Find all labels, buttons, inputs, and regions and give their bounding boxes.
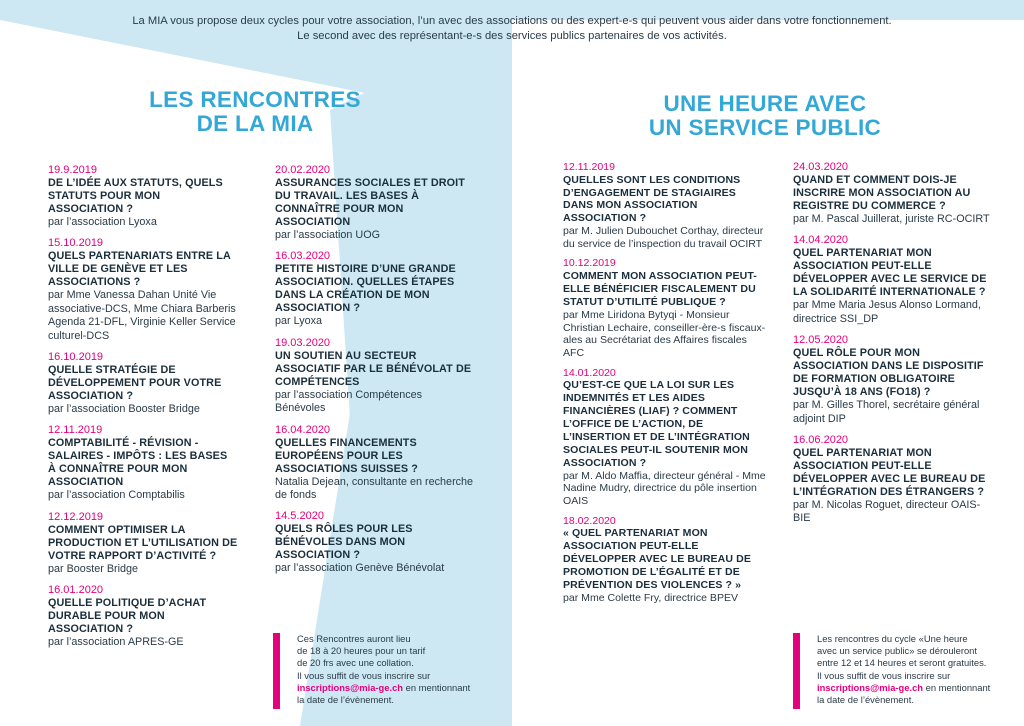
event-item [563,367,768,508]
event-presenter: par l’association UOG [275,229,381,241]
event-item [793,434,993,526]
event-presenter: par M. Gilles Thorel, secrétaire général adjoint DIP [793,399,980,425]
note-line: en mentionnant [923,681,991,693]
service-column-2 [793,161,993,534]
title-rencontres-line2: DE LA MIA [196,111,314,136]
email-link[interactable]: inscriptions@mia-ge.ch [297,681,404,693]
event-title: « QUEL PARTENARIAT MON ASSOCIATION PEUT-ELLE DÉVELOPPER AVEC LE BUREAU DE PROMOTION DE L’ÉGALITÉ ET DE PRÉVENTION DES VIOLENCES ? » [563,527,751,591]
event-title: DE L’IDÉE AUX STATUTS, QUELS STATUTS POUR MON ASSOCIATION ? [48,177,223,215]
note-line: en mentionnant [403,681,471,693]
event-presenter: par Mme Colette Fry, directrice BPEV [563,591,739,604]
event-date: 19.9.2019 [48,164,97,176]
event-item [793,161,993,226]
event-presenter: par l’association Booster Bridge [48,403,200,416]
event-title: QUELLE POLITIQUE D’ACHAT DURABLE POUR MON ASSOCIATION ? [48,597,207,636]
event-item [48,584,238,649]
event-presenter: par M. Pascal Juillerat, juriste RC-OCIRT [793,213,990,225]
event-date: 16.10.2019 [48,351,104,364]
event-item [48,237,238,343]
note-line: de 18 à 20 heures pour un tarif [297,645,426,657]
event-item [563,161,768,251]
event-title: QUELLES SONT LES CONDITIONS D’ENGAGEMENT DE STAGIAIRES DANS MON ASSOCIATION ASSOCIATION ? [563,173,741,225]
intro-line-2: Le second avec des représentant-e-s des services publics partenaires de vos activités. [297,30,727,42]
event-item [275,424,475,503]
title-rencontres-line1: LES RENCONTRES [149,87,361,112]
event-title: QUELS PARTENARIATS ENTRE LA VILLE DE GENÈVE ET LES ASSOCIATIONS ? [48,250,231,289]
event-item [793,234,993,326]
event-date: 16.03.2020 [275,250,331,263]
event-date: 20.02.2020 [275,164,331,176]
event-title: COMMENT MON ASSOCIATION PEUT-ELLE BÉNÉFICIER FISCALEMENT DU STATUT D’UTILITÉ PUBLIQUE ? [563,270,757,308]
rencontres-column-2 [275,164,475,584]
event-title: QUEL PARTENARIAT MON ASSOCIATION PEUT-ELLE DÉVELOPPER AVEC LE SERVICE DE LA SOLIDARITÉ INTERNATIONALE ? [793,247,987,299]
note-line: de 20 frs avec une collation. [297,657,414,669]
note-line: la date de l’évènement. [297,694,394,706]
title-service-line1: UNE HEURE AVEC [663,91,867,116]
event-date: 18.02.2020 [563,514,616,527]
event-presenter: par l’association Lyoxa [48,216,157,228]
event-presenter: par M. Nicolas Roguet, directeur OAIS-BIE [793,499,981,525]
event-item [275,164,475,242]
event-title: QUEL RÔLE POUR MON ASSOCIATION DANS LE DISPOSITIF DE FORMATION OBLIGATOIRE JUSQU’À 18 ANS (FO18) ? [793,347,984,399]
event-date: 14.01.2020 [563,366,616,379]
event-title: QU’EST-CE QUE LA LOI SUR LES INDEMNITÉS ET LES AIDES FINANCIÈRES (LIAF) ? COMMENT L’OFFICE DE L’ACTION, DE L’INSERTION ET DE L’INTÉGRATION SOCIALES PEUT-IL SOUTENIR MON ASSOCIATION ? [563,379,750,469]
event-presenter: par l’association Comptabilis [48,489,185,502]
event-title: QUEL PARTENARIAT MON ASSOCIATION PEUT-ELLE DÉVELOPPER AVEC LE BUREAU DE L’INTÉGRATION DES ÉTRANGERS ? [793,447,986,499]
event-presenter: par Mme Liridona Bytyqi - Monsieur Christian Lechaire, conseiller-ère-s fiscaux-ales au Secrétariat des Affaires fiscales AFC [563,308,766,360]
event-title: ASSURANCES SOCIALES ET DROIT DU TRAVAIL. LES BASES À CONNAÎTRE POUR MON ASSOCIATION [275,177,465,228]
intro-line-1: La MIA vous propose deux cycles pour votre association, l’un avec des associations ou des expert-e-s qui peuvent vous aider dans votre fonctionnement. [132,15,892,27]
event-item [563,515,768,605]
note-line: Les rencontres du cycle «Une heure [817,633,968,644]
event-presenter: par l’association Genève Bénévolat [275,562,445,575]
event-presenter: Natalia Dejean, consultante en recherche de fonds [275,475,474,502]
note-line: la date de l’évènement. [817,694,914,706]
event-date: 16.01.2020 [48,584,104,597]
event-title: COMMENT OPTIMISER LA PRODUCTION ET L’UTILISATION DE VOTRE RAPPORT D’ACTIVITÉ ? [48,523,238,562]
event-presenter: par Mme Maria Jesus Alonso Lormand, directrice SSI_DP [793,299,981,325]
event-presenter: par Mme Vanessa Dahan Unité Vie associative-DCS, Mme Chiara Barberis Agenda 21-DFL, Virginie Keller Service culturel-DCS [48,289,236,342]
note-line: Ces Rencontres auront lieu [297,633,411,644]
event-item [563,257,768,360]
event-date: 24.03.2020 [793,161,849,173]
event-date: 15.10.2019 [48,237,104,250]
note-line: avec un service public» se dérouleront [817,645,977,657]
event-presenter: par l’association APRES-GE [48,636,184,649]
event-presenter: par Booster Bridge [48,562,139,575]
event-date: 12.11.2019 [563,161,616,173]
service-column-1 [563,161,768,611]
event-date: 16.06.2020 [793,434,849,447]
event-date: 16.04.2020 [275,423,331,436]
event-item [793,334,993,426]
rencontres-column-1 [48,164,238,658]
event-date: 12.11.2019 [48,424,103,437]
event-presenter: par M. Aldo Maffia, directeur général - Mme Nadine Mudry, directrice du pôle insertion OAIS [563,469,766,508]
event-item [48,164,238,229]
note-line: entre 12 et 14 heures et seront gratuites. [817,657,987,669]
title-service-line2: UN SERVICE PUBLIC [648,115,882,140]
event-title: COMPTABILITÉ - RÉVISION - SALAIRES - IMPÔTS : LES BASES À CONNAÎTRE POUR MON ASSOCIATION [48,437,228,489]
event-title: QUELLE STRATÉGIE DE DÉVELOPPEMENT POUR VOTRE ASSOCIATION ? [48,364,222,403]
event-date: 14.04.2020 [793,234,849,247]
event-presenter: par Lyoxa [275,315,323,328]
event-date: 10.12.2019 [563,257,616,270]
note-accent-bar [273,633,280,709]
note-line: Il vous suffit de vous inscrire sur [817,669,951,681]
event-date: 19.03.2020 [275,336,331,349]
event-item [275,337,475,416]
event-presenter: par l’association Compétences Bénévoles [275,388,423,415]
event-title: UN SOUTIEN AU SECTEUR ASSOCIATIF PAR LE BÉNÉVOLAT DE COMPÉTENCES [275,349,472,388]
event-title: PETITE HISTOIRE D’UNE GRANDE ASSOCIATION. QUELLES ÉTAPES DANS LA CRÉATION DE MON ASSOCIATION ? [275,263,456,315]
event-date: 14.5.2020 [275,510,324,523]
event-date: 12.05.2020 [793,334,849,347]
event-title: QUELLES FINANCEMENTS EUROPÉENS POUR LES ASSOCIATIONS SUISSES ? [275,436,418,475]
title-rencontres [120,88,390,136]
event-item [275,250,475,328]
event-item [275,510,475,575]
event-item [48,511,238,576]
title-service-public [620,92,910,140]
note-accent-bar [793,633,800,709]
event-item [48,351,238,416]
event-item [48,424,238,502]
email-link[interactable]: inscriptions@mia-ge.ch [817,681,924,693]
event-title: QUELS RÔLES POUR LES BÉNÉVOLES DANS MON ASSOCIATION ? [275,523,413,562]
event-title: QUAND ET COMMENT DOIS-JE INSCRIRE MON ASSOCIATION AU REGISTRE DU COMMERCE ? [793,174,971,212]
note-line: Il vous suffit de vous inscrire sur [297,669,431,681]
event-presenter: par M. Julien Dubouchet Corthay, directeur du service de l’inspection du travail OCIRT [563,225,764,251]
intro-text [60,14,964,44]
event-date: 12.12.2019 [48,510,104,523]
